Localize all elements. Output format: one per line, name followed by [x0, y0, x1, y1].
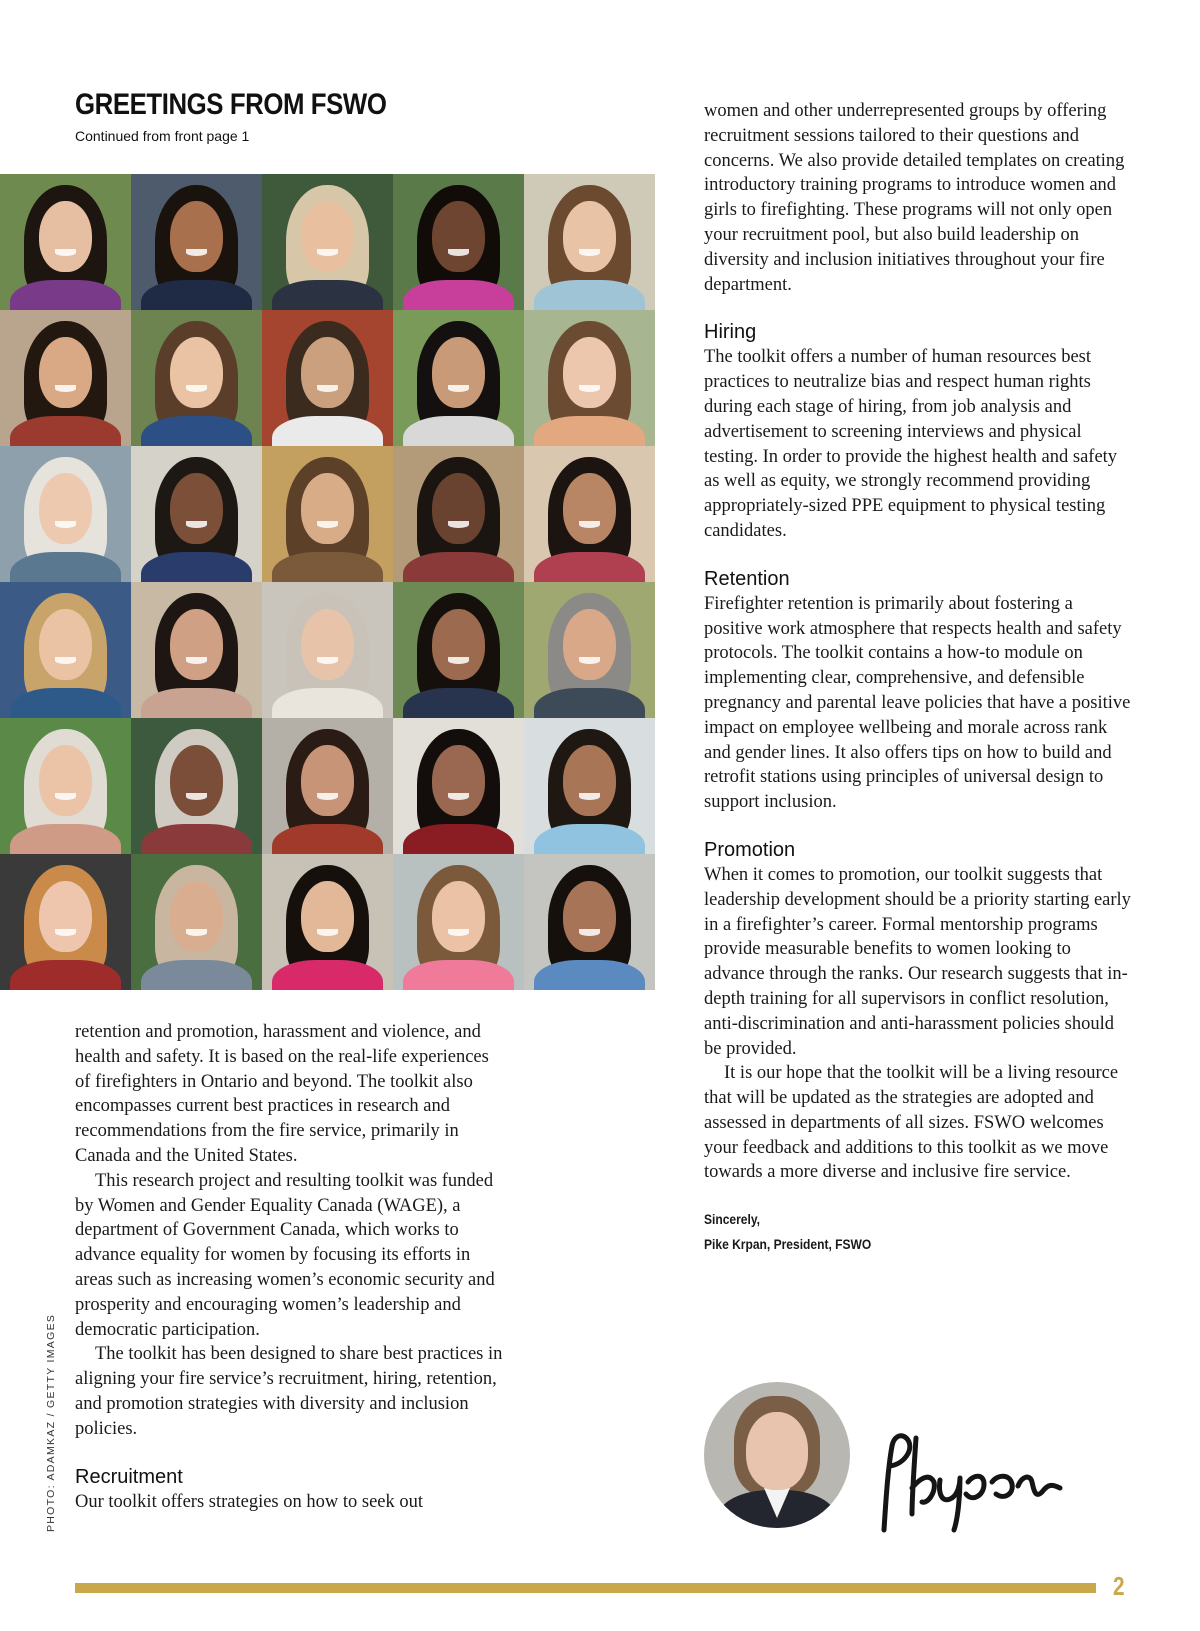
portrait-photo — [524, 310, 655, 446]
left-text-column — [75, 1020, 505, 1514]
body-paragraph: When it comes to promotion, our toolkit suggests that leadership development should be a priority starting early in a firefighter’s career. Formal mentorship programs provide measurable benefits to women looking to advance through the ranks. Our research suggests that in-depth training for all supervisors in conflict resolution, anti-discrimination and anti-harassment policies should be provided. — [704, 864, 1131, 1059]
body-paragraph: The toolkit has been designed to share best practices in aligning your fire service’s recruitment, hiring, retention, and promotion strategies with diversity and inclusion policies. — [75, 1344, 503, 1439]
portrait-photo — [131, 310, 262, 446]
portrait-photo — [524, 718, 655, 854]
handwritten-signature — [872, 1418, 1072, 1538]
body-paragraph: This research project and resulting toolkit was funded by Women and Gender Equality Canada (WAGE), a department of Government Canada, which works to advance equality for women by focusing its efforts in areas such as increasing women’s economic security and prosperity and encouraging women’s leadership and democratic participation. — [75, 1170, 495, 1340]
section-heading-hiring: Hiring — [704, 321, 757, 344]
photo-credit: PHOTO: ADAMKAZ / GETTY IMAGES — [45, 1313, 57, 1532]
portrait-photo — [262, 310, 393, 446]
portrait-photo — [0, 446, 131, 582]
portrait-photo — [0, 582, 131, 718]
portrait-photo — [262, 174, 393, 310]
page-number: 2 — [1113, 1571, 1125, 1601]
body-paragraph: Our toolkit offers strategies on how to seek out — [75, 1491, 424, 1512]
section-heading-retention: Retention — [704, 567, 790, 590]
portrait-photo — [393, 446, 524, 582]
portrait-photo — [131, 718, 262, 854]
portrait-photo — [131, 446, 262, 582]
portrait-photo — [0, 310, 131, 446]
section-heading-recruitment: Recruitment — [75, 1465, 183, 1488]
portrait-photo — [262, 854, 393, 990]
body-paragraph: It is our hope that the toolkit will be a living resource that will be updated as the strategies are adopted and assessed in departments of all sizes. FSWO welcomes your feedback and additions to this toolkit as we move towards a more diverse and inclusive fire service. — [704, 1063, 1119, 1183]
portrait-photo — [524, 854, 655, 990]
portrait-photo — [262, 718, 393, 854]
portrait-photo — [131, 582, 262, 718]
portrait-photo-grid — [0, 174, 655, 990]
portrait-photo — [393, 582, 524, 718]
signatory-name: Pike Krpan, President, FSWO — [704, 1236, 872, 1253]
portrait-photo — [0, 718, 131, 854]
sign-off: Sincerely, — [704, 1211, 761, 1228]
portrait-photo — [0, 854, 131, 990]
portrait-photo — [524, 446, 655, 582]
portrait-photo — [0, 174, 131, 310]
portrait-photo — [524, 582, 655, 718]
page-subtitle: Continued from front page 1 — [75, 128, 250, 144]
section-heading-promotion: Promotion — [704, 838, 796, 861]
body-paragraph: retention and promotion, harassment and violence, and health and safety. It is based on the real-life experiences of firefighters in Ontario and beyond. The toolkit also encompasses current best practices in research and recommendations from the fire service, primarily in Canada and the United States. — [75, 1022, 489, 1166]
portrait-photo — [393, 310, 524, 446]
body-paragraph: women and other underrepresented groups by offering recruitment sessions tailored to their questions and concerns. We also provide detailed templates on creating introductory training programs to introduce women and girls to firefighting. These programs will not only open your recruitment pool, but also build leadership on diversity and inclusion initiatives throughout your fire department. — [704, 101, 1125, 295]
portrait-photo — [131, 174, 262, 310]
right-text-column — [704, 99, 1134, 1257]
portrait-photo — [393, 854, 524, 990]
body-paragraph: Firefighter retention is primarily about fostering a positive work atmosphere that respects health and safety protocols. The toolkit contains a how-to module on implementing clear, comprehensive, and defensible pregnancy and parental leave policies that have a positive impact on employee wellbeing and morale across rank and gender lines. It also offers tips on how to build and retrofit stations using principles of universal design to support inclusion. — [704, 593, 1131, 813]
portrait-photo — [393, 174, 524, 310]
footer-rule — [75, 1583, 1096, 1593]
body-paragraph: The toolkit offers a number of human resources best practices to neutralize bias and respect human rights during each stage of hiring, from job analysis and advertisement to screening interviews and physical testing. In order to provide the highest health and safety as well as equity, we strongly recommend providing appropriately-sized PPE equipment to physical testing candidates. — [704, 347, 1118, 541]
page-title: GREETINGS FROM FSWO — [75, 88, 387, 121]
president-portrait — [704, 1382, 850, 1528]
portrait-photo — [393, 718, 524, 854]
portrait-photo — [524, 174, 655, 310]
portrait-photo — [262, 446, 393, 582]
portrait-photo — [262, 582, 393, 718]
portrait-photo — [131, 854, 262, 990]
